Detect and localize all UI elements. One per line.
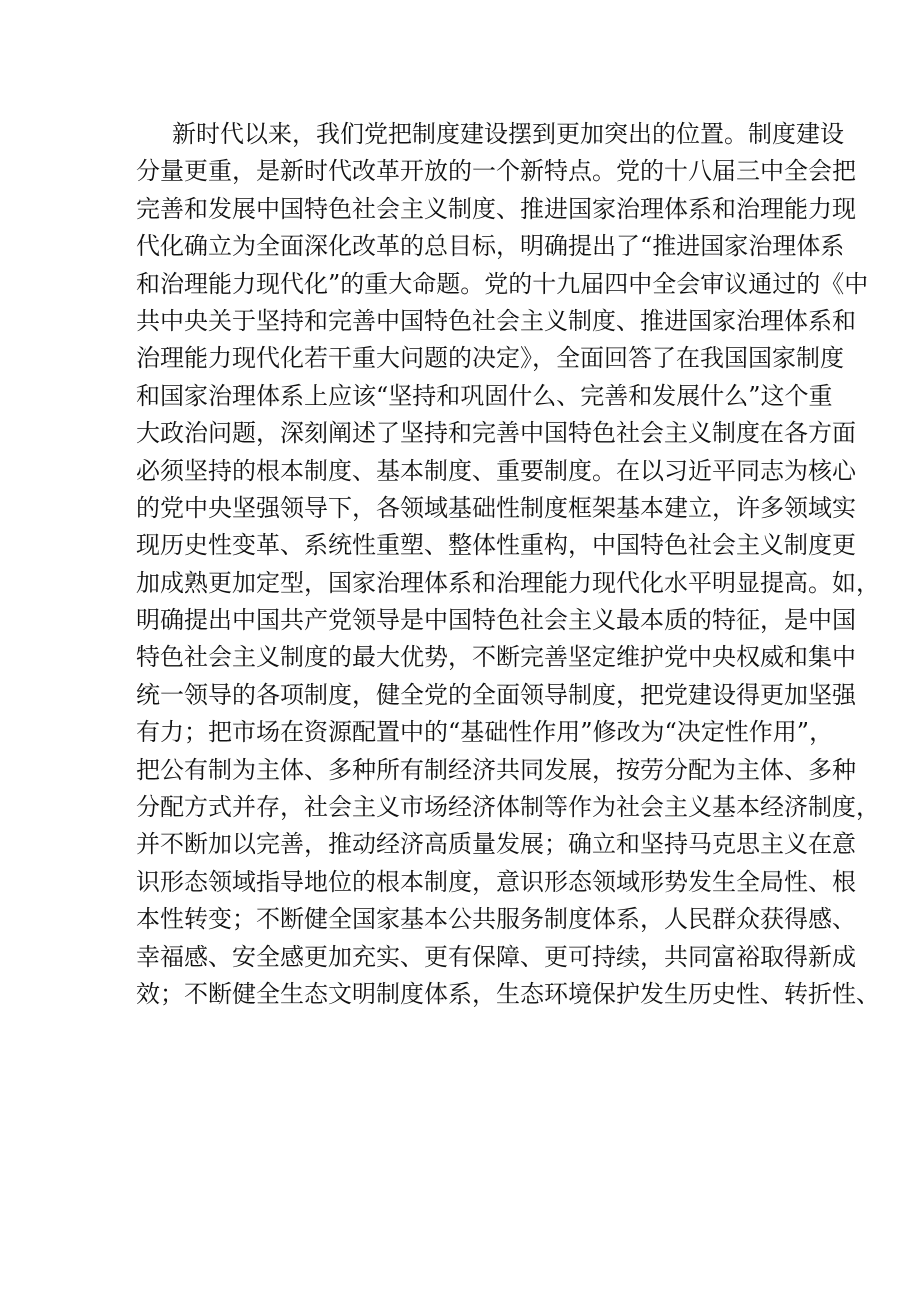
paragraph-line-10: 必须坚持的根本制度、基本制度、重要制度。在以习近平同志为核心 (136, 456, 856, 485)
paragraph-line-14: 明确提出中国共产党领导是中国特色社会主义最本质的特征，是中国 (136, 606, 856, 635)
paragraph-line-8: 和国家治理体系上应该“坚持和巩固什么、完善和发展什么”这个重 (136, 381, 833, 410)
paragraph-line-16: 统一领导的各项制度，健全党的全面领导制度，把党建设得更加坚强 (136, 680, 856, 709)
paragraph-line-4: 代化确立为全面深化改革的总目标，明确提出了“推进国家治理体系 (136, 232, 845, 261)
paragraph-line-5: 和治理能力现代化”的重大命题。党的十九届四中全会审议通过的《中 (136, 269, 869, 298)
paragraph-line-17: 有力；把市场在资源配置中的“基础性作用”修改为“决定性作用”， (136, 718, 834, 747)
paragraph-line-22: 本性转变；不断健全国家基本公共服务制度体系，人民群众获得感、 (136, 905, 856, 934)
paragraph-line-2: 分量更重，是新时代改革开放的一个新特点。党的十八届三中全会把 (136, 157, 856, 186)
paragraph-line-3: 完善和发展中国特色社会主义制度、推进国家治理体系和治理能力现 (136, 194, 856, 223)
paragraph-line-6: 共中央关于坚持和完善中国特色社会主义制度、推进国家治理体系和 (136, 306, 856, 335)
paragraph-line-24: 效；不断健全生态文明制度体系，生态环境保护发生历史性、转折性、 (136, 979, 880, 1008)
paragraph-line-9: 大政治问题，深刻阐述了坚持和完善中国特色社会主义制度在各方面 (136, 419, 856, 448)
paragraph-line-12: 现历史性变革、系统性重塑、整体性重构，中国特色社会主义制度更 (136, 531, 856, 560)
paragraph-line-15: 特色社会主义制度的最大优势，不断完善坚定维护党中央权威和集中 (136, 643, 856, 672)
paragraph-line-23: 幸福感、安全感更加充实、更有保障、更可持续，共同富裕取得新成 (136, 942, 856, 971)
paragraph-line-11: 的党中央坚强领导下，各领域基础性制度框架基本建立，许多领域实 (136, 493, 856, 522)
paragraph-line-1: 新时代以来，我们党把制度建设摆到更加突出的位置。制度建设 (172, 120, 844, 148)
paragraph-line-7: 治理能力现代化若干重大问题的决定》，全面回答了在我国国家制度 (136, 344, 844, 373)
body-paragraph (136, 116, 880, 1013)
paragraph-line-19: 分配方式并存，社会主义市场经济体制等作为社会主义基本经济制度， (136, 793, 880, 822)
paragraph-line-13: 加成熟更加定型，国家治理体系和治理能力现代化水平明显提高。如， (136, 568, 880, 597)
paragraph-line-18: 把公有制为主体、多种所有制经济共同发展，按劳分配为主体、多种 (136, 755, 856, 784)
paragraph-line-21: 识形态领域指导地位的根本制度，意识形态领域形势发生全局性、根 (136, 867, 856, 896)
paragraph-line-20: 并不断加以完善，推动经济高质量发展；确立和坚持马克思主义在意 (136, 830, 856, 859)
